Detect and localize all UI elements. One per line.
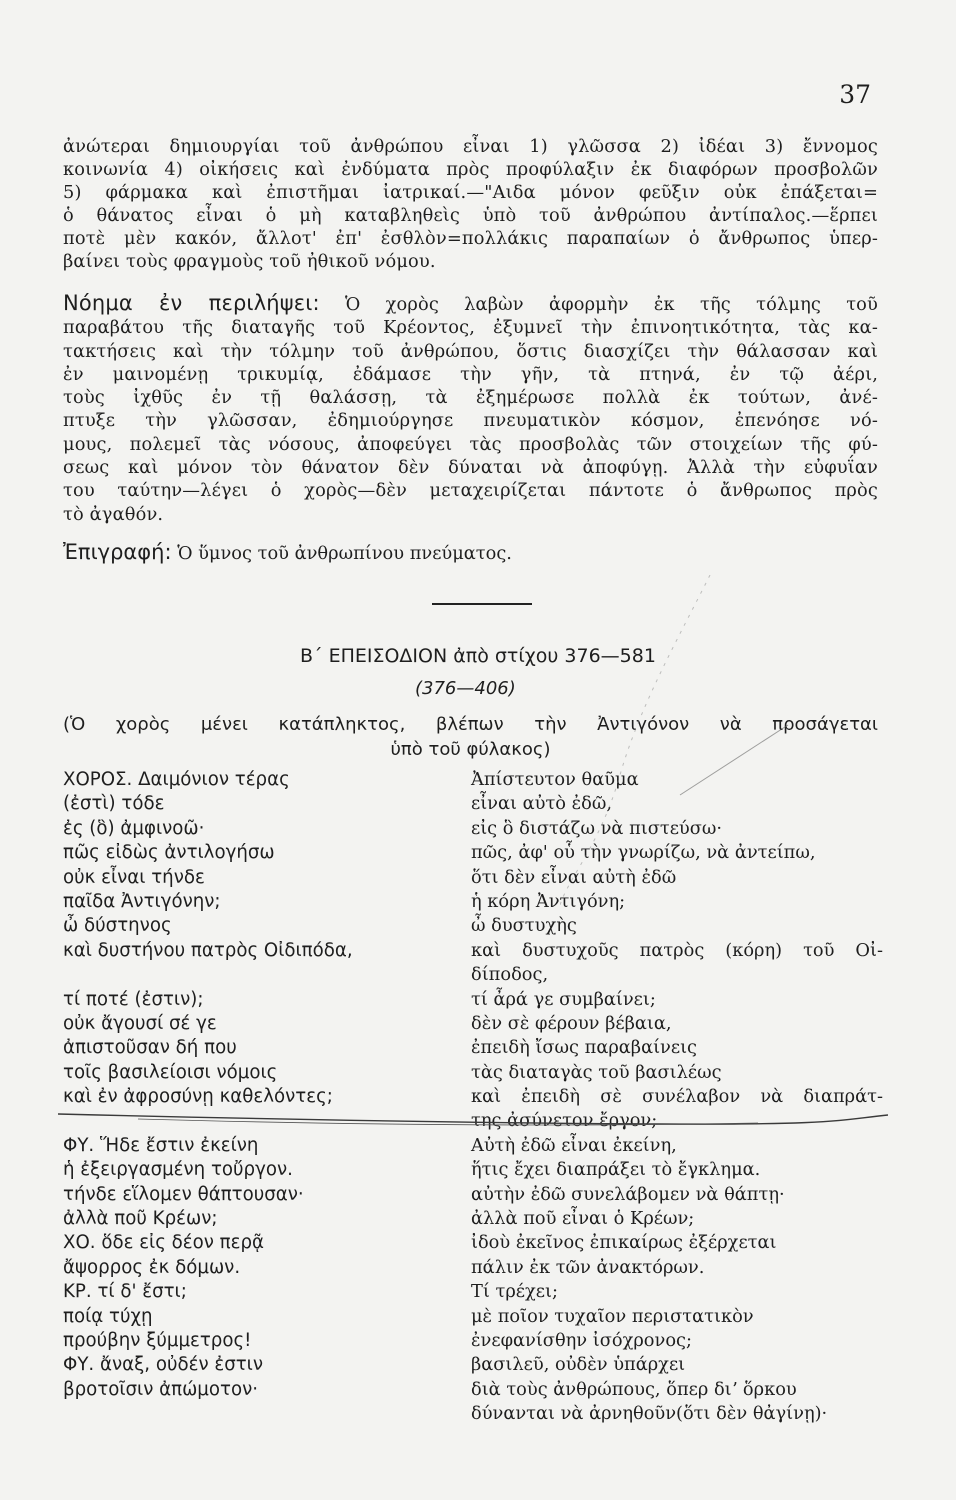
stage-direction-line: (Ὁ χορὸς μένει κατάπληκτος, βλέπων τὴν Ἀντιγόνον νὰ προσάγεται bbox=[63, 714, 878, 735]
translation-line: αὐτὴν ἐδῶ συνελάβομεν νὰ θάπτῃ· bbox=[471, 1183, 785, 1205]
translation-line: Ἀπίστευτον θαῦμα bbox=[471, 769, 639, 790]
original-line: τήνδε εἵλομεν θάπτουσαν· bbox=[63, 1183, 304, 1205]
original-line: οὐκ ἄγουσί σέ γε bbox=[63, 1012, 217, 1034]
translation-line: ἡ κόρη Ἀντιγόνη; bbox=[471, 890, 626, 912]
summary-line: Ὁ χορὸς λαβὼν ἀφορμὴν ἐκ τῆς τόλμης τοῦ bbox=[344, 294, 878, 315]
original-line: ὦ δύστηνος bbox=[63, 915, 172, 937]
spacer bbox=[63, 963, 453, 987]
original-line: ἀπιστοῦσαν δή που bbox=[63, 1037, 237, 1059]
translation-line: εἶναι αὐτὸ ἐδῶ, bbox=[471, 793, 613, 815]
original-line: προύβην ξύμμετρος! bbox=[63, 1329, 252, 1351]
original-line: ποίᾳ τύχῃ bbox=[63, 1305, 153, 1327]
inscription bbox=[63, 540, 512, 564]
original-line: καὶ ἐν ἀφροσύνῃ καθελόντες; bbox=[63, 1086, 333, 1108]
original-line: ΧΟΡΟΣ. Δαιμόνιον τέρας bbox=[63, 769, 290, 790]
original-line: τοῖς βασιλείοισι νόμοις bbox=[63, 1061, 278, 1083]
summary-paragraph bbox=[63, 292, 878, 526]
original-line: ἡ ἐξειργασμένη τοὔργον. bbox=[63, 1159, 293, 1181]
translation-line: Αὐτὴ ἐδῶ εἶναι ἐκείνη, bbox=[471, 1134, 677, 1156]
original-text-column bbox=[63, 768, 453, 1402]
translation-line: διὰ τοὺς ἀνθρώπους, ὅπερ διʼ ὅρκου bbox=[471, 1378, 797, 1400]
translation-line: τὰς διαταγὰς τοῦ βασιλέως bbox=[471, 1061, 722, 1083]
intro-line: ποτὲ μὲν κακόν, ἄλλοτ' ἐπ' ἐσθλὸν=πολλάκις παραπαίων ὁ ἄνθρωπος ὑπερ- bbox=[63, 228, 878, 249]
translation-line: πάλιν ἐκ τῶν ἀνακτόρων. bbox=[471, 1256, 705, 1278]
intro-paragraph bbox=[63, 135, 878, 273]
intro-line: ὁ θάνατος εἶναι ὁ μὴ καταβληθεὶς ὑπὸ τοῦ ἀνθρώπου ἀντίπαλος.—ἕρπει bbox=[63, 205, 878, 226]
translation-line: ἥτις ἔχει διαπράξει τὸ ἔγκλημα. bbox=[471, 1159, 761, 1181]
summary-line: ἐν μαινομένῃ τρικυμίᾳ, ἐδάμασε τὴν γῆν, τὰ πτηνά, ἐν τῷ ἀέρι, bbox=[63, 363, 878, 385]
translation-line: καὶ δυστυχοῦς πατρὸς (κόρη) τοῦ Οἰ- bbox=[471, 939, 883, 961]
translation-line: ἀλλὰ ποῦ εἶναι ὁ Κρέων; bbox=[471, 1208, 695, 1230]
intro-line: 5) φάρμακα καὶ ἐπιστῆμαι ἰατρικαί.—"Αιδα μόνον φεῦξιν οὐκ ἐπάξεται= bbox=[63, 182, 878, 203]
original-line: πῶς εἰδὼς ἀντιλογήσω bbox=[63, 842, 275, 864]
original-line: οὐκ εἶναι τήνδε bbox=[63, 866, 205, 888]
stage-direction bbox=[63, 712, 878, 762]
original-line: ΚΡ. τί δ' ἔστι; bbox=[63, 1281, 187, 1303]
translation-line: πῶς, ἀφ' οὗ τὴν γνωρίζω, νὰ ἀντείπω, bbox=[471, 842, 816, 864]
original-line: ἀλλὰ ποῦ Κρέων; bbox=[63, 1208, 218, 1230]
translation-column bbox=[471, 768, 883, 1427]
translation-line: καὶ ἐπειδὴ σὲ συνέλαβον νὰ διαπράτ- bbox=[471, 1086, 883, 1108]
summary-line: τὸ ἀγαθόν. bbox=[63, 503, 164, 525]
original-line: ἄψορρος ἐκ δόμων. bbox=[63, 1256, 241, 1278]
original-line: ΦΥ. ἄναξ, οὐδέν ἐστιν bbox=[63, 1354, 264, 1376]
translation-line: Τί τρέχει; bbox=[471, 1281, 558, 1303]
stage-direction-line: ὑπὸ τοῦ φύλακος) bbox=[390, 739, 551, 760]
original-line: ΧΟ. ὅδε εἰς δέον περᾷ bbox=[63, 1232, 264, 1254]
summary-line: παραβάτου τῆς διαταγῆς τοῦ Κρέοντος, ἐξυμνεῖ τὴν ἐπινοητικότητα, τὰς κα- bbox=[63, 317, 878, 339]
intro-line: ἀνώτεραι δημιουργίαι τοῦ ἀνθρώπου εἶναι 1) γλῶσσα 2) ἰδέαι 3) ἔννομος bbox=[63, 136, 878, 157]
summary-line: τακτήσεις καὶ τὴν τόλμην τοῦ ἀνθρώπου, ὅστις διασχίζει τὴν θάλασσαν καὶ bbox=[63, 340, 878, 362]
translation-line: δύνανται νὰ ἀρνηθοῦν(ὅτι δὲν θἀγίνῃ)· bbox=[471, 1403, 828, 1425]
original-line: παῖδα Ἀντιγόνην; bbox=[63, 890, 221, 912]
page-number: 37 bbox=[839, 80, 871, 109]
translation-line: ἐπειδὴ ἴσως παραβαίνεις bbox=[471, 1037, 698, 1059]
original-line: καὶ δυστήνου πατρὸς Οἰδιπόδα, bbox=[63, 939, 353, 961]
translation-line: μὲ ποῖον τυχαῖον περιστατικὸν bbox=[471, 1305, 754, 1327]
translation-line: εἰς ὃ διστάζω νὰ πιστεύσω· bbox=[471, 817, 723, 839]
original-line: ΦΥ. Ἥδε ἔστιν ἐκείνη bbox=[63, 1134, 259, 1156]
translation-line: της ἀσύνετον ἔργον; bbox=[471, 1110, 658, 1132]
intro-line: κοινωνία 4) οἰκήσεις καὶ ἐνδύματα πρὸς προφύλαξιν ἐκ διαφόρων προσβολῶν bbox=[63, 159, 878, 180]
inscription-text: Ὁ ὕμνος τοῦ ἀνθρωπίνου πνεύματος. bbox=[177, 543, 512, 564]
translation-line: τί ἆρά γε συμβαίνει; bbox=[471, 988, 656, 1010]
intro-line: βαίνει τοὺς φραγμοὺς τοῦ ἠθικοῦ νόμου. bbox=[63, 251, 436, 272]
summary-line: τοὺς ἰχθῦς ἐν τῇ θαλάσσῃ, τὰ ἐξημέρωσε πολλὰ ἐκ τούτων, ἀνέ- bbox=[63, 387, 878, 409]
section-divider bbox=[432, 603, 532, 605]
translation-line: βασιλεῦ, οὐδὲν ὑπάρχει bbox=[471, 1354, 686, 1376]
episode-line-range: (376—406) bbox=[415, 678, 516, 699]
summary-line: πτυξε τὴν γλῶσσαν, ἐδημιούργησε πνευματικὸν κόσμον, ἐπενόησε νό- bbox=[63, 410, 878, 432]
original-line: τί ποτέ (ἐστιν); bbox=[63, 988, 204, 1010]
summary-first-line bbox=[63, 292, 878, 316]
summary-line: σεως καὶ μόνον τὸν θάνατον δὲν δύναται νὰ ἀποφύγῃ. Ἀλλὰ τὴν εὐφυΐαν bbox=[63, 457, 878, 479]
translation-line: δίποδος, bbox=[471, 964, 549, 986]
summary-heading: Νόημα ἐν περιλήψει: bbox=[63, 291, 320, 315]
summary-line: μους, πολεμεῖ τὰς νόσους, ἀποφεύγει τὰς προσβολὰς τῶν στοιχείων τῆς φύ- bbox=[63, 433, 878, 455]
episode-title: Β΄ ΕΠΕΙΣΟΔΙΟΝ ἀπὸ στίχου 376—581 bbox=[300, 645, 656, 667]
translation-line: ἰδοὺ ἐκεῖνος ἐπικαίρως ἐξέρχεται bbox=[471, 1232, 777, 1254]
inscription-label: Ἐπιγραφή: bbox=[63, 540, 172, 564]
summary-line: του ταύτην—λέγει ὁ χορὸς—δὲν μεταχειρίζεται πάντοτε ὁ ἄνθρωπος πρὸς bbox=[63, 480, 878, 502]
translation-line: ὦ δυστυχὴς bbox=[471, 915, 577, 937]
translation-line: ὅτι δὲν εἶναι αὐτὴ ἐδῶ bbox=[471, 866, 677, 888]
original-line: βροτοῖσιν ἀπώμοτον· bbox=[63, 1378, 259, 1400]
translation-line: δὲν σὲ φέρουν βέβαια, bbox=[471, 1012, 672, 1034]
original-line: (ἐστὶ) τόδε bbox=[63, 793, 165, 815]
spacer bbox=[63, 1109, 453, 1133]
original-line: ἐς (ὃ) ἀμφινοῶ· bbox=[63, 817, 205, 839]
translation-line: ἐνεφανίσθην ἰσόχρονος; bbox=[471, 1329, 692, 1351]
